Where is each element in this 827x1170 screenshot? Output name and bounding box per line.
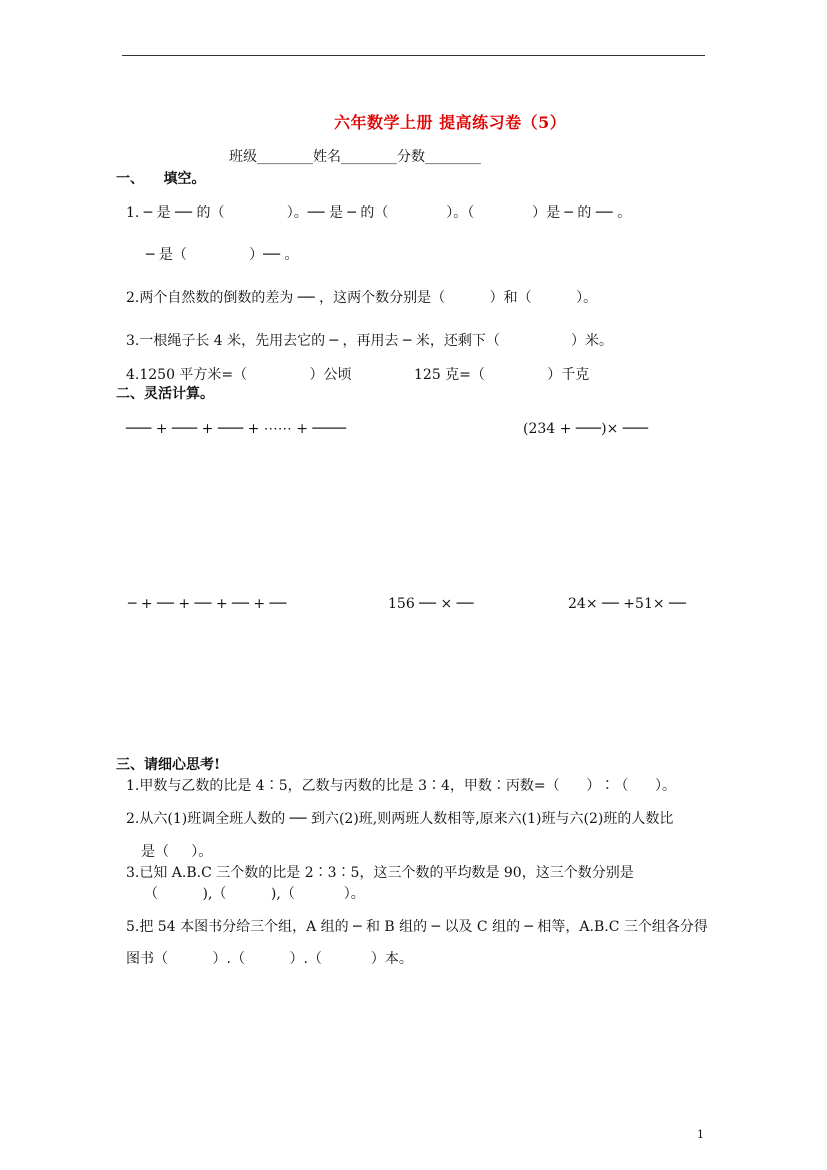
question-1-1-line1: 1. ─ 是 ── 的（ ）。── 是 ─ 的（ ）。（ ）是 ─ 的 ── 。 xyxy=(126,205,632,221)
question-1-4-mass: 125 克=（ ）千克 xyxy=(414,367,590,383)
calc-expression-4: 156 ── × ── xyxy=(388,596,474,612)
calc-expression-5: 24× ── +51× ── xyxy=(568,596,686,612)
question-3-2-line2: 是（ ）。 xyxy=(141,844,213,860)
page-title: 六年数学上册 提高练习卷（5） xyxy=(334,113,567,132)
calc-expression-1: ─── + ─── + ─── + ⋯⋯ + ──── xyxy=(126,421,347,437)
question-3-1: 1.甲数与乙数的比是 4∶5，乙数与丙数的比是 3∶4，甲数∶丙数=（ ）∶（ ）。 xyxy=(126,778,677,794)
calc-expression-2: (234 + ───)× ─── xyxy=(523,421,649,437)
question-1-4-area: 4.1250 平方米=（ ）公顷 xyxy=(126,367,352,383)
question-3-3-line2: （ ),（ ),（ ）。 xyxy=(144,886,365,902)
section1-heading: 一、 填空。 xyxy=(116,171,206,187)
section2-heading: 二、灵活计算。 xyxy=(116,386,214,402)
question-1-1-line2: ─ 是（ ）── 。 xyxy=(146,247,299,263)
section3-heading: 三、请细心思考! xyxy=(116,757,221,773)
question-3-5-line1: 5.把 54 本图书分给三个组，A 组的 ─ 和 B 组的 ─ 以及 C 组的 ─ 相等，A.B.C 三个组各分得 xyxy=(126,919,708,935)
question-3-3-line1: 3.已知 A.B.C 三个数的比是 2∶3∶5，这三个数的平均数是 90，这三个数分别是 xyxy=(126,865,634,881)
question-3-5-line2: 图书（ ）.（ ）.（ ）本。 xyxy=(126,951,413,967)
calc-expression-3: ─ + ── + ── + ── + ── xyxy=(128,596,287,612)
question-3-2-line1: 2.从六(1)班调全班人数的 ── 到六(2)班,则两班人数相等,原来六(1)班与六(2)班的人数比 xyxy=(126,811,674,827)
question-1-3: 3.一根绳子长 4 米，先用去它的 ─ ，再用去 ─ 米，还剩下（ ）米。 xyxy=(126,333,614,349)
student-info-line: 班级________姓名________分数________ xyxy=(229,149,481,165)
page-number: 1 xyxy=(697,1128,704,1141)
header-rule xyxy=(122,55,705,56)
question-1-2: 2.两个自然数的倒数的差为 ── ，这两个数分别是（ ）和（ ）。 xyxy=(126,290,598,306)
